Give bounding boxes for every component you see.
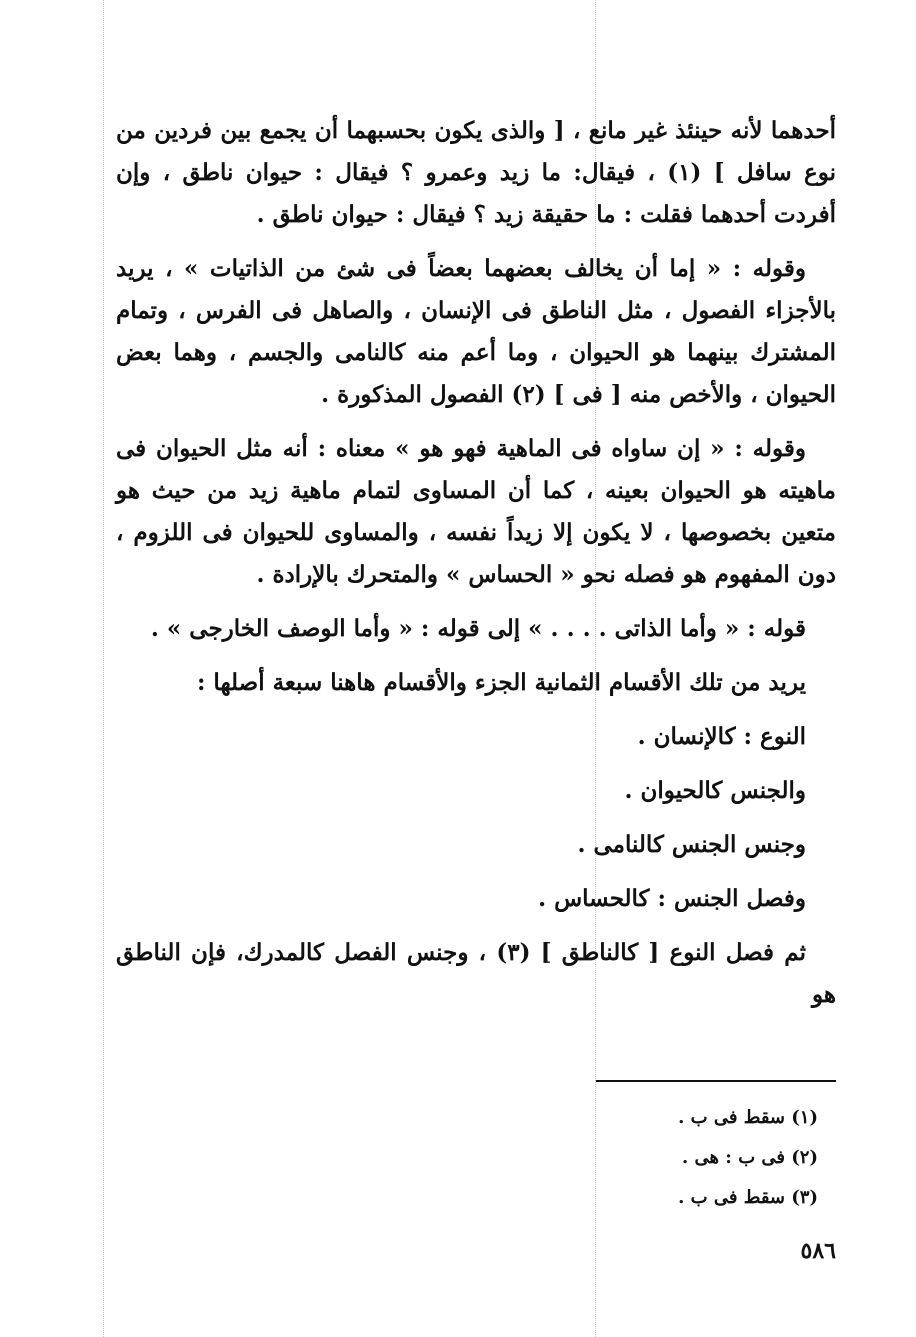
footnotes (418, 1098, 818, 1218)
paragraph: يريد من تلك الأقسام الثمانية الجزء والأقسام هاهنا سبعة أصلها : (196, 669, 806, 696)
paragraph: وقوله : « إما أن يخالف بعضهما بعضاً فى شئ من الذاتيات » ، يريد بالأجزاء الفصول ، مثل الناطق فى الإنسان ، والصاهل فى الفرس ، وتمام المشترك بينهما هو الحيوان ، وما أعم منه كالنامى والجسم ، وهما بعض الحيوان ، والأخص منه [ فى ] (٢) الفصول المذكورة . (116, 255, 836, 408)
list-item: وفصل الجنس : كالحساس . (538, 885, 806, 912)
list-item: وجنس الجنس كالنامى . (577, 831, 806, 858)
paragraph: وقوله : « إن ساواه فى الماهية فهو هو » معناه : أنه مثل الحيوان فى ماهيته هو الحيوان بعينه ، كما أن المساوى لتمام ماهية زيد من حيث هو متعين بخصوصها ، لا يكون إلا زيداً نفسه ، والمساوى للحيوان فى اللزوم ، دون المفهوم هو فصله نحو « الحساس » والمتحرك بالإرادة . (116, 435, 836, 588)
paragraph-continued: ثم فصل النوع [ كالناطق ] (٣) ، وجنس الفصل كالمدرك، فإن الناطق هو (116, 939, 836, 1008)
paragraph: أحدهما لأنه حينئذ غير مانع ، [ والذى يكون بحسبهما أن يجمع بين فردين من نوع سافل ] (١) ، فيقال: ما زيد وعمرو ؟ فيقال : حيوان ناطق ، وإن أفردت أحدهما فقلت : ما حقيقة زيد ؟ فيقال : حيوان ناطق . (116, 117, 836, 228)
footnote: (١) سقط فى ب . (678, 1107, 818, 1128)
list-item: والجنس كالحيوان . (624, 777, 806, 804)
list-item: النوع : كالإنسان . (637, 723, 806, 750)
scan-guide-line (103, 0, 104, 1337)
paragraph: قوله : « وأما الذاتى . . . . » إلى قوله : « وأما الوصف الخارجى » . (150, 615, 806, 642)
page-number: ٥٨٦ (800, 1238, 836, 1264)
footnote: (٢) فى ب : هى . (681, 1147, 818, 1168)
footnote: (٣) سقط فى ب . (678, 1187, 818, 1208)
footnote-separator (596, 1080, 836, 1082)
main-text (116, 110, 836, 1028)
